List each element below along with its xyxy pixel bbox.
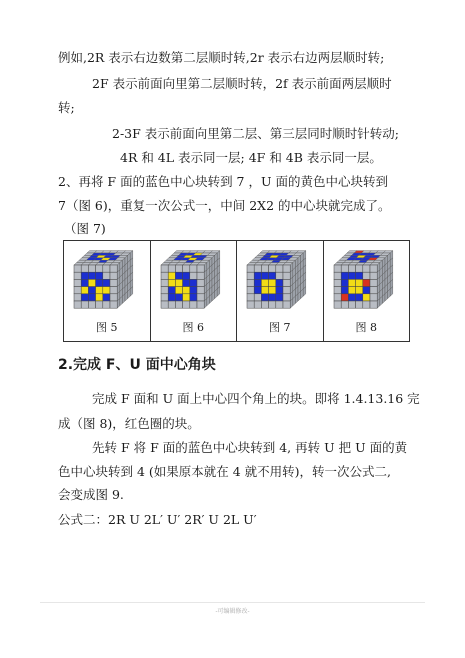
- cube-sticker: [168, 301, 175, 308]
- cube-sticker: [341, 287, 348, 294]
- cube-sticker: [355, 272, 362, 279]
- cube-sticker: [269, 279, 276, 286]
- cube-sticker: [168, 272, 175, 279]
- body-line-3: 先转 F 将 F 面的蓝色中心块转到 4, 再转 U 把 U 面的黄: [92, 440, 408, 455]
- cube-sticker: [355, 265, 362, 272]
- cube-sticker: [370, 272, 377, 279]
- cube-sticker: [96, 279, 103, 286]
- cube-sticker: [254, 279, 261, 286]
- cube-sticker: [168, 287, 175, 294]
- cube-sticker: [269, 265, 276, 272]
- cube-sticker: [341, 294, 348, 301]
- cube-sticker: [168, 279, 175, 286]
- cube-sticker: [103, 294, 110, 301]
- cube-sticker: [81, 294, 88, 301]
- cube-sticker: [247, 301, 254, 308]
- cube-sticker: [96, 301, 103, 308]
- cube-sticker: [189, 294, 196, 301]
- cube-sticker: [334, 279, 341, 286]
- cube-sticker: [276, 265, 283, 272]
- cube-sticker: [348, 294, 355, 301]
- cube-sticker: [269, 294, 276, 301]
- cube-sticker: [334, 301, 341, 308]
- cube-sticker: [370, 287, 377, 294]
- cube-sticker: [189, 272, 196, 279]
- cube-sticker: [197, 294, 204, 301]
- cube-sticker: [74, 279, 81, 286]
- cube-sticker: [110, 294, 117, 301]
- cube-sticker: [261, 272, 268, 279]
- cube-sticker: [161, 294, 168, 301]
- para-line-6: 2、再将 F 面的蓝色中心块转到 7 ，U 面的黄色中心块转到: [58, 174, 388, 189]
- cube-sticker: [175, 301, 182, 308]
- cube-sticker: [348, 301, 355, 308]
- cube-sticker: [74, 301, 81, 308]
- cube-sticker: [247, 272, 254, 279]
- cube-sticker: [110, 301, 117, 308]
- cube-sticker: [348, 287, 355, 294]
- cube-sticker: [110, 272, 117, 279]
- cube-sticker: [276, 279, 283, 286]
- body-line-5: 会变成图 9.: [58, 487, 124, 502]
- cube-sticker: [197, 265, 204, 272]
- cube-sticker: [168, 265, 175, 272]
- cube-sticker: [269, 287, 276, 294]
- cube-sticker: [254, 294, 261, 301]
- cube-sticker: [88, 279, 95, 286]
- cube-sticker: [175, 279, 182, 286]
- cube-sticker: [283, 279, 290, 286]
- cube-sticker: [247, 279, 254, 286]
- para-line-5: 4R 和 4L 表示同一层; 4F 和 4B 表示同一层。: [120, 150, 382, 165]
- cube-sticker: [355, 287, 362, 294]
- cube-sticker: [276, 272, 283, 279]
- para-line-8: （图 7): [64, 221, 106, 236]
- cube-sticker: [175, 287, 182, 294]
- cube-sticker: [81, 265, 88, 272]
- cube-sticker: [81, 279, 88, 286]
- cube-sticker: [103, 287, 110, 294]
- cube-sticker: [283, 294, 290, 301]
- cube-sticker: [88, 272, 95, 279]
- para-line-3: 转;: [58, 100, 75, 115]
- cube-sticker: [254, 265, 261, 272]
- cube-sticker: [261, 294, 268, 301]
- figure-6: [151, 241, 238, 341]
- cube-sticker: [197, 301, 204, 308]
- cube-sticker: [74, 272, 81, 279]
- cube-sticker: [269, 301, 276, 308]
- cube-sticker: [161, 272, 168, 279]
- cube-sticker: [247, 287, 254, 294]
- cube-sticker: [261, 301, 268, 308]
- cube-image: [243, 245, 317, 313]
- cube-sticker: [261, 287, 268, 294]
- cube-sticker: [161, 265, 168, 272]
- cube-sticker: [341, 272, 348, 279]
- cube-image: [157, 245, 231, 313]
- para-line-4: 2-3F 表示前面向里第二层、第三层同时顺时针转动;: [112, 126, 399, 141]
- cube-sticker: [74, 294, 81, 301]
- cube-image: [330, 245, 404, 313]
- cube-sticker: [96, 272, 103, 279]
- cube-image: [70, 245, 144, 313]
- cube-sticker: [348, 272, 355, 279]
- cube-sticker: [247, 265, 254, 272]
- cube-sticker: [283, 301, 290, 308]
- cube-sticker: [334, 287, 341, 294]
- cube-sticker: [348, 279, 355, 286]
- cube-sticker: [175, 272, 182, 279]
- cube-sticker: [370, 301, 377, 308]
- figure-5: [64, 241, 151, 341]
- cube-sticker: [96, 265, 103, 272]
- cube-sticker: [261, 279, 268, 286]
- cube-sticker: [269, 272, 276, 279]
- cube-sticker: [362, 265, 369, 272]
- cube-sticker: [334, 294, 341, 301]
- cube-sticker: [261, 265, 268, 272]
- cube-sticker: [276, 301, 283, 308]
- cube-sticker: [254, 301, 261, 308]
- cube-sticker: [189, 265, 196, 272]
- figure-caption: 图 6: [182, 321, 204, 334]
- cube-sticker: [182, 265, 189, 272]
- cube-sticker: [103, 265, 110, 272]
- cube-sticker: [74, 265, 81, 272]
- body-line-1: 完成 F 面和 U 面上中心四个角上的块。即将 1.4.13.16 完: [92, 391, 420, 406]
- section-title: 2.完成 F、U 面中心角块: [58, 357, 216, 373]
- cube-sticker: [182, 287, 189, 294]
- cube-sticker: [189, 301, 196, 308]
- cube-sticker: [334, 265, 341, 272]
- figure-caption: 图 8: [355, 321, 377, 334]
- cube-sticker: [276, 294, 283, 301]
- cube-sticker: [103, 301, 110, 308]
- cube-sticker: [161, 279, 168, 286]
- cube-sticker: [110, 265, 117, 272]
- cube-sticker: [161, 287, 168, 294]
- cube-sticker: [341, 265, 348, 272]
- cube-sticker: [362, 279, 369, 286]
- para-line-1: 例如,2R 表示右边数第二层顺时转,2r 表示右边两层顺时转;: [58, 50, 385, 65]
- cube-sticker: [283, 272, 290, 279]
- figure-row: [63, 240, 410, 342]
- cube-sticker: [362, 272, 369, 279]
- cube-sticker: [110, 279, 117, 286]
- cube-sticker: [103, 272, 110, 279]
- cube-sticker: [182, 272, 189, 279]
- cube-sticker: [110, 287, 117, 294]
- cube-sticker: [283, 265, 290, 272]
- cube-sticker: [355, 301, 362, 308]
- cube-sticker: [341, 279, 348, 286]
- cube-sticker: [189, 279, 196, 286]
- cube-sticker: [96, 294, 103, 301]
- para-line-2: 2F 表示前面向里第二层顺时转，2f 表示前面两层顺时: [92, 76, 392, 91]
- cube-sticker: [103, 279, 110, 286]
- cube-sticker: [74, 287, 81, 294]
- figure-caption: 图 5: [96, 321, 118, 334]
- cube-sticker: [362, 301, 369, 308]
- cube-sticker: [161, 301, 168, 308]
- cube-sticker: [81, 301, 88, 308]
- cube-sticker: [182, 294, 189, 301]
- cube-sticker: [334, 272, 341, 279]
- cube-sticker: [362, 294, 369, 301]
- cube-sticker: [254, 287, 261, 294]
- cube-sticker: [175, 265, 182, 272]
- cube-sticker: [283, 287, 290, 294]
- cube-sticker: [81, 287, 88, 294]
- cube-sticker: [254, 272, 261, 279]
- cube-sticker: [88, 294, 95, 301]
- cube-sticker: [182, 301, 189, 308]
- cube-sticker: [189, 287, 196, 294]
- cube-sticker: [197, 272, 204, 279]
- figure-8: [324, 241, 410, 341]
- cube-sticker: [341, 301, 348, 308]
- cube-sticker: [88, 265, 95, 272]
- cube-sticker: [355, 294, 362, 301]
- cube-sticker: [348, 265, 355, 272]
- cube-sticker: [88, 301, 95, 308]
- cube-sticker: [197, 279, 204, 286]
- body-line-6: 公式二：2R U 2L′ U′ 2R′ U 2L U′: [58, 512, 257, 527]
- cube-sticker: [370, 265, 377, 272]
- figure-caption: 图 7: [269, 321, 291, 334]
- figure-7: [237, 241, 324, 341]
- cube-sticker: [276, 287, 283, 294]
- cube-sticker: [370, 279, 377, 286]
- cube-sticker: [370, 294, 377, 301]
- cube-sticker: [355, 279, 362, 286]
- cube-sticker: [88, 287, 95, 294]
- body-line-4: 色中心块转到 4 (如果原本就在 4 就不用转)，转一次公式二,: [58, 464, 392, 479]
- cube-sticker: [197, 287, 204, 294]
- cube-sticker: [81, 272, 88, 279]
- page-footer: -可编辑修改-: [215, 608, 250, 615]
- footer-divider: [40, 602, 425, 603]
- cube-sticker: [175, 294, 182, 301]
- para-line-7: 7（图 6)，重复一次公式一，中间 2X2 的中心块就完成了。: [58, 198, 391, 213]
- body-line-2: 成（图 8)，红色圈的块。: [58, 416, 200, 431]
- cube-sticker: [96, 287, 103, 294]
- cube-sticker: [168, 294, 175, 301]
- cube-sticker: [247, 294, 254, 301]
- cube-sticker: [182, 279, 189, 286]
- cube-sticker: [362, 287, 369, 294]
